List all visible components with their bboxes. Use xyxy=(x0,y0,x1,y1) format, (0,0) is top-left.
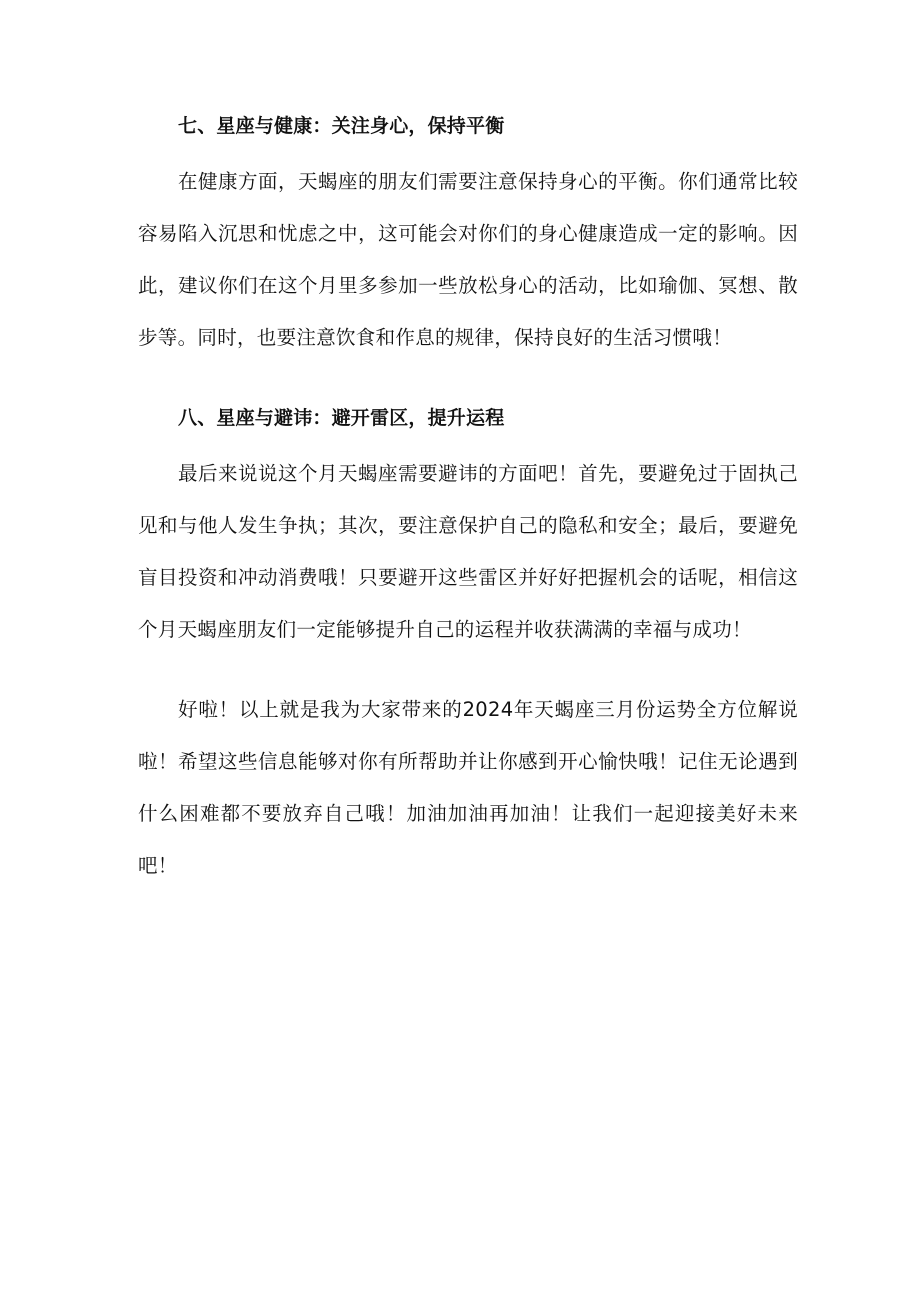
paragraph-health: 在健康方面，天蝎座的朋友们需要注意保持身心的平衡。你们通常比较容易陷入沉思和忧虑之中，这可能会对你们的身心健康造成一定的影响。因此，建议你们在这个月里多参加一些放松身心的活动，比如瑜伽、冥想、散步等。同时，也要注意饮食和作息的规律，保持良好的生活习惯哦！ xyxy=(138,170,798,349)
spacer xyxy=(138,364,798,392)
section-heading-taboo: 八、星座与避讳：避开雷区，提升运程 xyxy=(178,407,505,429)
paragraph-closing: 好啦！以上就是我为大家带来的2024年天蝎座三月份运势全方位解说啦！希望这些信息能够对你有所帮助并让你感到开心愉快哦！记住无论遇到什么困难都不要放弃自己哦！加油加油再加油！让我们一起迎接美好未来吧！ xyxy=(138,698,798,877)
document-page xyxy=(138,100,798,892)
spacer xyxy=(138,656,798,684)
section-heading-health: 七、星座与健康：关注身心，保持平衡 xyxy=(178,115,505,137)
paragraph-taboo: 最后来说说这个月天蝎座需要避讳的方面吧！首先，要避免过于固执己见和与他人发生争执；其次，要注意保护自己的隐私和安全；最后，要避免盲目投资和冲动消费哦！只要避开这些雷区并好好把握机会的话呢，相信这个月天蝎座朋友们一定能够提升自己的运程并收获满满的幸福与成功！ xyxy=(138,462,798,641)
